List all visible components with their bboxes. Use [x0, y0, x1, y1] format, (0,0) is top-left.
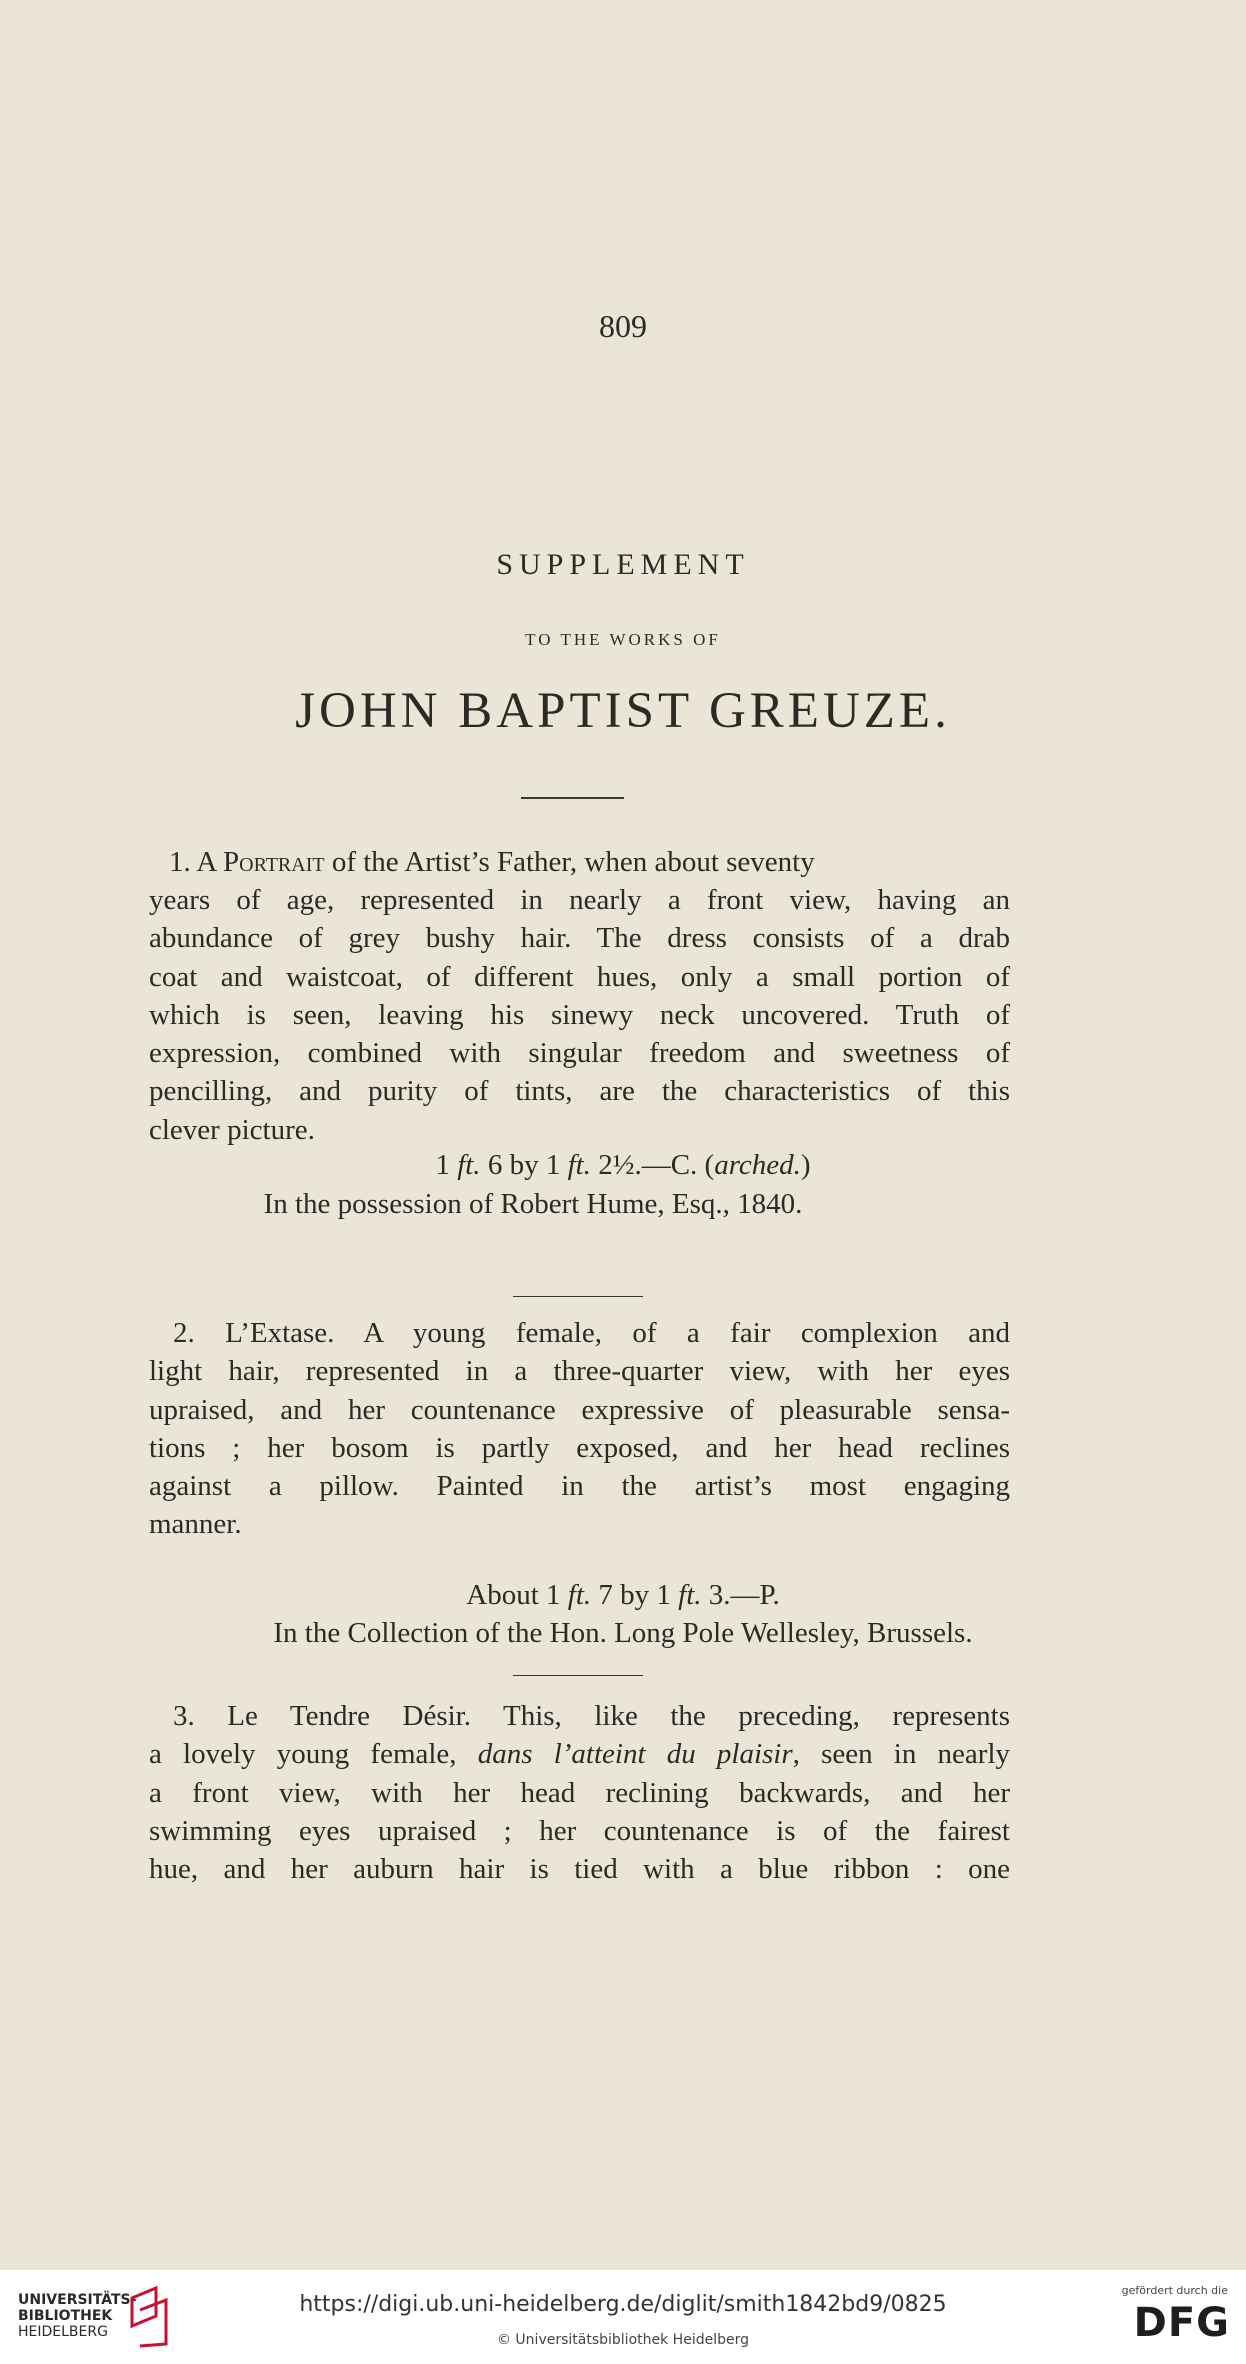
- entry-line: clever picture.: [149, 1113, 315, 1146]
- entry-line: against a pillow. Painted in the artist’s most engaging: [149, 1470, 1010, 1503]
- entry-2-provenance: In the Collection of the Hon. Long Pole Wellesley, Brussels.: [273, 1617, 973, 1649]
- artist-title: JOHN BAPTIST GREUZE.: [295, 683, 951, 739]
- entry-1-first-line: 1. A Portrait of the Artist’s Father, when about seventy: [169, 846, 815, 878]
- entry-line: light hair, represented in a three-quarter view, with her eyes: [149, 1355, 1010, 1388]
- entry-line: pencilling, and purity of tints, are the characteristics of this: [149, 1075, 1010, 1108]
- entry-1-provenance: In the possession of Robert Hume, Esq., 1840.: [263, 1188, 803, 1220]
- source-url-link[interactable]: https://digi.ub.uni-heidelberg.de/diglit/smith1842bd9/0825: [299, 2292, 947, 2317]
- entry-line: manner.: [149, 1508, 242, 1541]
- digitization-footer: [0, 2270, 1246, 2364]
- entry-line: years of age, represented in nearly a front view, having an: [149, 884, 1010, 916]
- entry-divider: [513, 1675, 643, 1676]
- entry-2-dimensions: About 1 ft. 7 by 1 ft. 3.—P.: [466, 1579, 780, 1611]
- supplement-heading: SUPPLEMENT: [496, 548, 750, 581]
- entry-1-dimensions: 1 ft. 6 by 1 ft. 2½.—C. (arched.): [435, 1149, 811, 1181]
- entry-line: hue, and her auburn hair is tied with a blue ribbon : one: [149, 1853, 1010, 1886]
- copyright-text: © Universitätsbibliothek Heidelberg: [496, 2332, 749, 2348]
- entry-2-body: [149, 1314, 1010, 1544]
- entry-divider: [513, 1296, 643, 1297]
- italic-phrase: dans l’atteint du plaisir: [477, 1738, 793, 1771]
- entry-line: swimming eyes upraised ; her countenance is of the fairest: [149, 1814, 1010, 1847]
- entry-1-body: [149, 881, 1010, 1149]
- university-library-label: UNIVERSITÄTS- BIBLIOTHEK HEIDELBERG: [18, 2292, 137, 2340]
- entry-line: which is seen, leaving his sinewy neck uncovered. Truth of: [149, 998, 1010, 1031]
- entry-line: expression, combined with singular freedom and sweetness of: [149, 1037, 1010, 1070]
- funding-caption: gefördert durch die: [1121, 2284, 1228, 2297]
- entry-line: tions ; her bosom is partly exposed, and her head reclines: [149, 1431, 1010, 1464]
- entry-line: abundance of grey bushy hair. The dress consists of a drab: [149, 922, 1010, 955]
- entry-line: 2. L’Extase. A young female, of a fair complexion and: [173, 1317, 1010, 1349]
- subheading: TO THE WORKS OF: [525, 630, 721, 649]
- entry-line: upraised, and her countenance expressive of pleasurable sensa-: [149, 1393, 1010, 1426]
- page-number: 809: [599, 308, 647, 344]
- entry-line: coat and waistcoat, of different hues, only a small portion of: [149, 960, 1010, 993]
- title-divider: [521, 797, 624, 799]
- entry-line: a front view, with her head reclining backwards, and her: [149, 1776, 1010, 1809]
- dfg-logo: DFG: [1133, 2300, 1230, 2346]
- entry-line: a lovely young female, dans l’atteint du plaisir, seen in nearly: [149, 1738, 1011, 1771]
- portrait-smallcaps: Portrait: [223, 846, 325, 878]
- entry-3-body: [149, 1697, 1010, 1888]
- entry-line: 3. Le Tendre Désir. This, like the preceding, represents: [173, 1700, 1010, 1732]
